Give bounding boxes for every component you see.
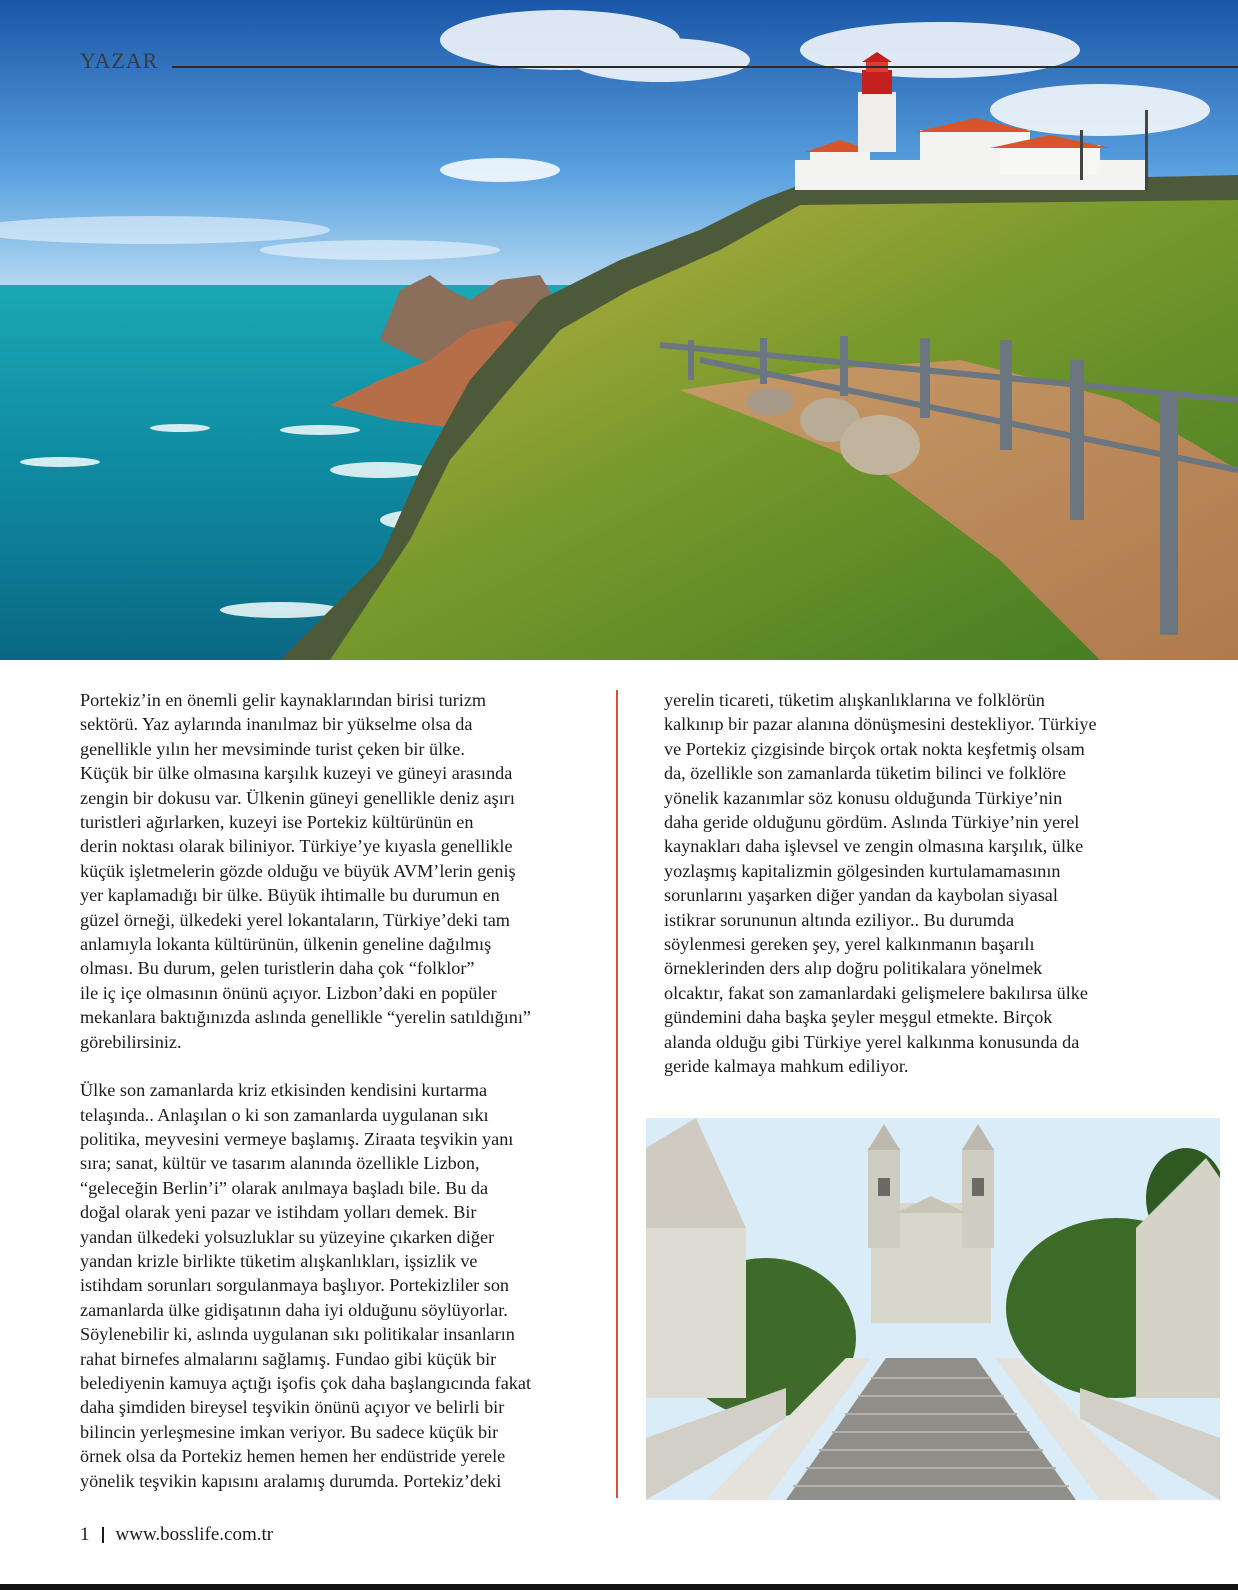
hero-photo bbox=[0, 0, 1238, 660]
section-rule bbox=[172, 66, 1238, 68]
article-column-right bbox=[664, 688, 1164, 1079]
bottom-bar bbox=[0, 1584, 1238, 1590]
section-label: YAZAR bbox=[80, 48, 159, 73]
article-column-left bbox=[80, 688, 600, 1493]
page-footer bbox=[80, 1524, 273, 1546]
church-staircase-photo bbox=[646, 1118, 1220, 1500]
website-link[interactable]: www.bosslife.com.tr bbox=[115, 1524, 274, 1545]
hero-illustration bbox=[0, 0, 1238, 660]
column-divider bbox=[616, 690, 618, 1498]
paragraph: yerelin ticareti, tüketim alışkanlıklarına ve folklörün kalkınıp bir pazar alanına dönüşmesini destekliyor. Türkiye ve Portekiz çizgisinde birçok ortak nokta keşfetmiş olsam da, özellikle son zamanlarda tüketim bilinci ve folklöre yönelik kazanımlar söz konusu olduğunda Türkiye’nin daha geride olduğunu gördüm. Aslında Türkiye’nin yerel kaynakları daha işlevsel ve zengin olmasına karşılık, ülke yozlaşmış kapitalizmin gölgesinden kurtulamamasının sorunlarını yaşarken diğer yandan da kaybolan siyasal istikrar sorununun altında eziliyor.. Bu durumda söylenmesi gereken şey, yerel kalkınmanın başarılı örneklerinden ders alıp doğru politikalara yönelmek olcaktır, fakat son zamanlardaki gelişmelere bakılırsa ülke gündemini daha başka şeyler meşgul etmekte. Birçok alanda olduğu gibi Türkiye yerel kalkınma konusunda da geride kalmaya mahkum ediliyor. bbox=[664, 690, 1097, 1077]
footer-separator bbox=[102, 1527, 104, 1543]
paragraph: Portekiz’in en önemli gelir kaynaklarından birisi turizm sektörü. Yaz aylarında inanılmaz bir yükselme olsa da genellikle yılın her mevsiminde turist çeken bir ülke. Küçük bir ülke olmasına karşılık kuzeyi ve güneyi arasında zengin bir dokusu var. Ülkenin güneyi genellikle deniz aşırı turistleri ağırlarken, kuzeyi ise Portekiz kültürünün en derin noktası olarak biliniyor. Türkiye’ye kıyasla genellikle küçük işletmelerin gözde olduğu ve büyük AVM’lerin geniş yer kaplamadığı bir ülke. Büyük ihtimalle bu durumun en güzel örneği, ülkedeki yerel lokantaların, Türkiye’deki tam anlamıyla lokanta kültürünün, ülkenin geneline dağılmış olması. Bu durum, gelen turistlerin daha çok “folklor” ile iç içe olmasının önünü açıyor. Lizbon’daki en popüler mekanlara baktığınızda aslında genellikle “yerelin satıldığını” görebilirsiniz. bbox=[80, 690, 531, 1052]
page-number: 1 bbox=[80, 1524, 90, 1545]
paragraph: Ülke son zamanlarda kriz etkisinden kendisini kurtarma telaşında.. Anlaşılan o ki son zamanlarda uygulanan sıkı politika, meyvesini vermeye başlamış. Ziraata teşvikin yanı sıra; sanat, kültür ve tasarım alanında özellikle Lizbon, “geleceğin Berlin’i” olarak anılmaya başladı bile. Bu da doğal olarak yeni pazar ve istihdam yolları demek. Bir yandan ülkedeki yolsuzluklar su yüzeyine çıkarken diğer yandan krizle birlikte tüketim alışkanlıkları, işsizlik ve istihdam sorunları sorgulanmaya başlıyor. Portekizliler son zamanlarda ülke gidişatının daha iyi olduğunu söylüyorlar. Söylenebilir ki, aslında uygulanan sıkı politikalar insanların rahat birnefes almalarını sağlamış. Fundao gibi küçük bir belediyenin kamuya açtığı işofis çok daha başlangıcında fakat daha şimdiden bireysel teşvikin önünü açıyor ve belirli bir bilincin yerleşmesine imkan veriyor. Bu sadece küçük bir örnek olsa da Portekiz hemen hemen her endüstride yerele yönelik teşvikin kapısını aralamış durumda. Portekiz’deki bbox=[80, 1080, 531, 1491]
church-illustration bbox=[646, 1118, 1220, 1500]
